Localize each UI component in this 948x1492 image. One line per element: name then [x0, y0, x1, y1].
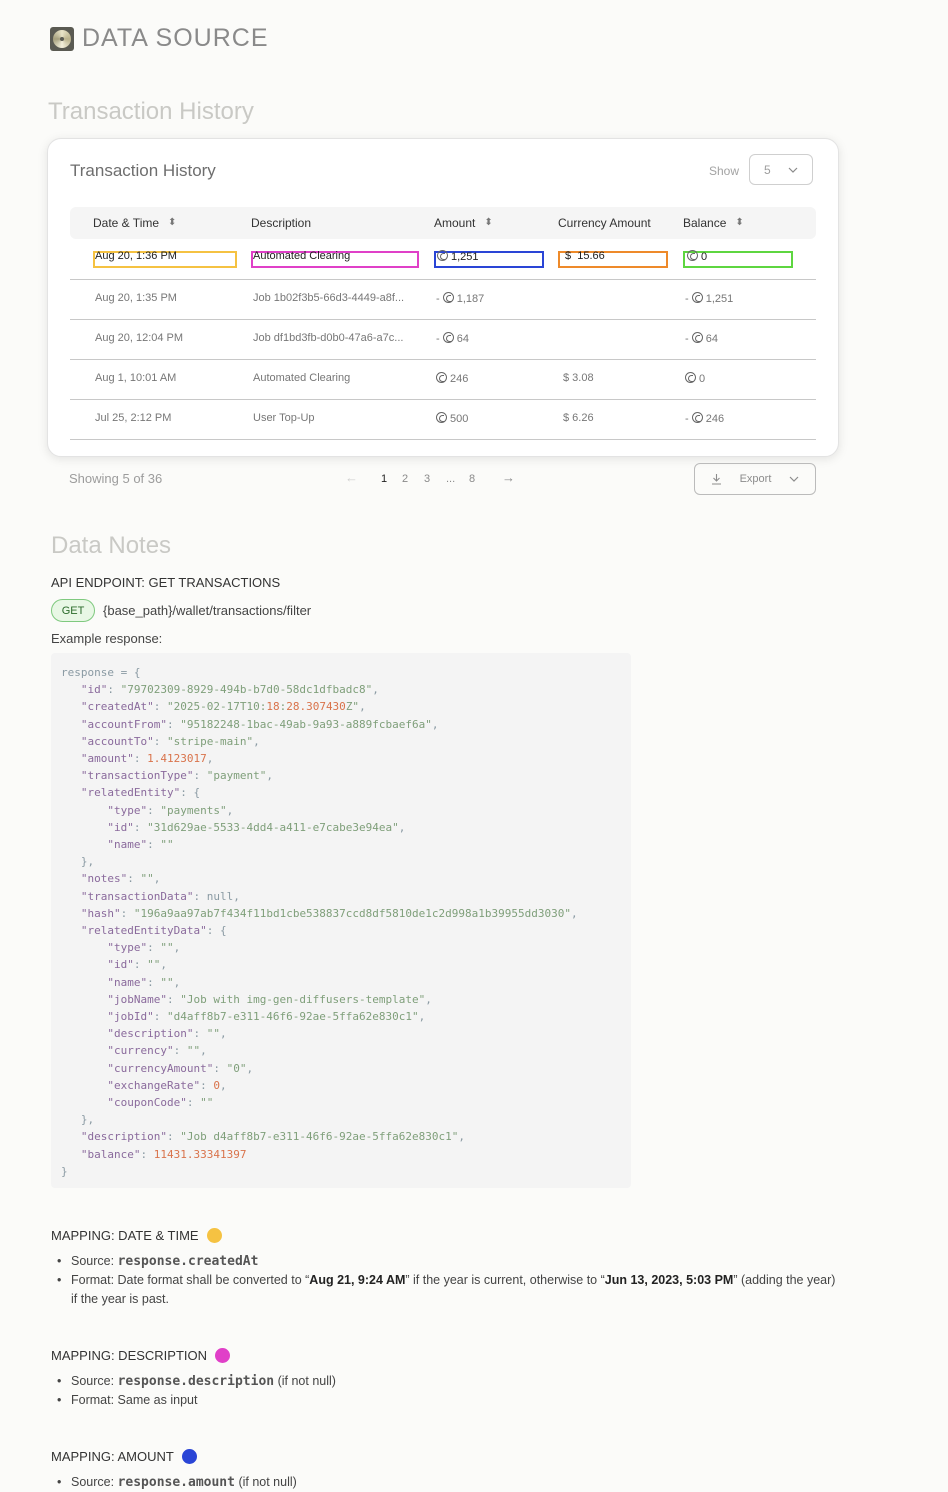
mapping-format: • Format: Same as input — [57, 1391, 837, 1410]
notes-title: Data Notes — [51, 532, 172, 559]
card-title: Transaction History — [70, 161, 216, 180]
code-block — [51, 653, 631, 1188]
credit-coin-icon — [443, 332, 454, 343]
color-dot-icon — [182, 1449, 197, 1464]
color-dot-icon — [215, 1348, 230, 1363]
col-amount-header[interactable]: Amount ⬍ — [434, 216, 493, 230]
table-row[interactable] — [70, 319, 816, 360]
col-date-header[interactable]: Date & Time ⬍ — [93, 216, 177, 230]
credit-coin-icon — [687, 250, 698, 261]
page-8[interactable]: 8 — [469, 473, 476, 485]
mapping-heading: MAPPING: DESCRIPTION — [51, 1348, 230, 1363]
row-date: Aug 1, 10:01 AM — [95, 372, 177, 384]
code-text: response = { "id": "79702309-8929-494b-b7d0-58dc1dfbadc8", "createdAt": "2025-02-17T10:18:28.307430Z", "accountFrom": "95182248-1bac-49ab-9a93-a889fcbaef6a", "accountTo": "stripe-main", "amount": 1.4123017, "transactionType": "payment", "relatedEntity": { "type": "payments", "id": "31d629ae-5533-4dd4-a411-e7cabe3e94ea", "name": "" }, "notes": "", "transactionData": null, "hash": "196a9aa97ab7f434f11bd1cbe538837ccd8df5810de1c2d998a1b39955dd3030", "relatedEntityData": { "type": "", "id": "", "name": "", "jobName": "Job with img-gen-diffusers-template", "jobId": "d4aff8b7-e311-46f6-92ae-5ffa62e830c1", "description": "", "currency": "", "currencyAmount": "0", "exchangeRate": 0, "couponCode": "" }, "description": "Job d4aff8b7-e311-46f6-92ae-5ffa62e830c1", "balance": 11431.33341397 } — [61, 666, 578, 1178]
method-badge: GET — [51, 599, 95, 622]
mapping-heading: MAPPING: AMOUNT — [51, 1449, 197, 1464]
credit-coin-icon — [692, 332, 703, 343]
download-icon — [711, 473, 722, 485]
export-button[interactable] — [694, 463, 816, 495]
page-1[interactable]: 1 — [381, 473, 388, 485]
page-ellipsis: ... — [446, 473, 456, 485]
example-label: Example response: — [51, 631, 163, 646]
row-currency-amount: $ 3.08 — [563, 372, 594, 384]
row-date: Jul 25, 2:12 PM — [95, 412, 172, 424]
row-description: User Top-Up — [253, 412, 315, 424]
credit-coin-icon — [692, 412, 703, 423]
mapping-source: • Source: response.amount (if not null) — [57, 1473, 837, 1492]
page-header — [50, 24, 269, 53]
row-balance: 0 — [685, 372, 705, 385]
mapping-bullets — [57, 1473, 837, 1492]
page-size-value: 5 — [764, 162, 771, 177]
disc-icon — [50, 27, 74, 51]
show-label: Show — [709, 164, 740, 178]
table-header — [70, 207, 816, 239]
table-row[interactable] — [70, 359, 816, 400]
row-balance: 0 — [687, 250, 707, 263]
row-date: Aug 20, 12:04 PM — [95, 332, 184, 344]
chevron-down-icon — [788, 167, 798, 173]
credit-coin-icon — [436, 372, 447, 383]
row-description: Job 1b02f3b5-66d3-4449-a8f... — [253, 292, 405, 304]
next-page-arrow-icon[interactable]: → — [502, 470, 515, 485]
export-label: Export — [739, 473, 772, 485]
row-balance: - 246 — [685, 413, 725, 425]
credit-coin-icon — [437, 250, 448, 261]
table-row[interactable] — [70, 399, 816, 440]
mapping-bullets — [57, 1252, 837, 1309]
color-dot-icon — [207, 1228, 222, 1243]
row-amount: 500 — [436, 412, 468, 425]
page-title: DATA SOURCE — [82, 24, 269, 52]
table-row[interactable] — [70, 279, 816, 320]
mapping-bullets — [57, 1372, 837, 1410]
row-amount: - 64 — [436, 333, 469, 345]
row-amount: 246 — [436, 372, 468, 385]
section-title: Transaction History — [48, 98, 254, 125]
col-balance-header[interactable]: Balance ⬍ — [683, 216, 744, 230]
credit-coin-icon — [692, 292, 703, 303]
endpoint-path: {base_path}/wallet/transactions/filter — [103, 603, 312, 618]
mapping-source: • Source: response.createdAt — [57, 1252, 837, 1271]
chevron-down-icon — [789, 476, 799, 482]
row-date: Aug 20, 1:36 PM — [95, 250, 177, 262]
page-2[interactable]: 2 — [402, 473, 409, 485]
row-description: Job df1bd3fb-d0b0-47a6-a7c... — [253, 332, 404, 344]
mapping-heading: MAPPING: DATE & TIME — [51, 1228, 222, 1243]
mapping-format: • Format: Date format shall be converted to “Aug 21, 9:24 AM” if the year is current, otherwise to “Jun 13, 2023, 5:03 PM” (adding the year) if the year is past. — [57, 1271, 837, 1309]
transaction-card — [47, 138, 839, 457]
row-currency-amount: $ 15.66 — [565, 250, 605, 262]
col-description-header: Description — [251, 216, 312, 230]
page-3[interactable]: 3 — [424, 473, 431, 485]
row-currency-amount: $ 6.26 — [563, 412, 594, 424]
row-amount: 1,251 — [437, 250, 479, 263]
row-balance: - 64 — [685, 333, 718, 345]
row-description: Automated Clearing — [253, 372, 351, 384]
prev-page-arrow-icon[interactable]: ← — [345, 470, 358, 485]
col-currency-amount-header: Currency Amount — [558, 216, 651, 230]
showing-count: Showing 5 of 36 — [69, 471, 163, 486]
api-heading: API ENDPOINT: GET TRANSACTIONS — [51, 575, 281, 590]
row-description: Automated Clearing — [253, 250, 351, 262]
mapping-source: • Source: response.description (if not null) — [57, 1372, 837, 1391]
row-balance: - 1,251 — [685, 293, 734, 305]
credit-coin-icon — [685, 372, 696, 383]
credit-coin-icon — [436, 412, 447, 423]
table-row-highlighted[interactable] — [70, 239, 816, 280]
row-date: Aug 20, 1:35 PM — [95, 292, 177, 304]
credit-coin-icon — [443, 292, 454, 303]
row-amount: - 1,187 — [436, 293, 485, 305]
page-size-select[interactable] — [749, 154, 813, 185]
